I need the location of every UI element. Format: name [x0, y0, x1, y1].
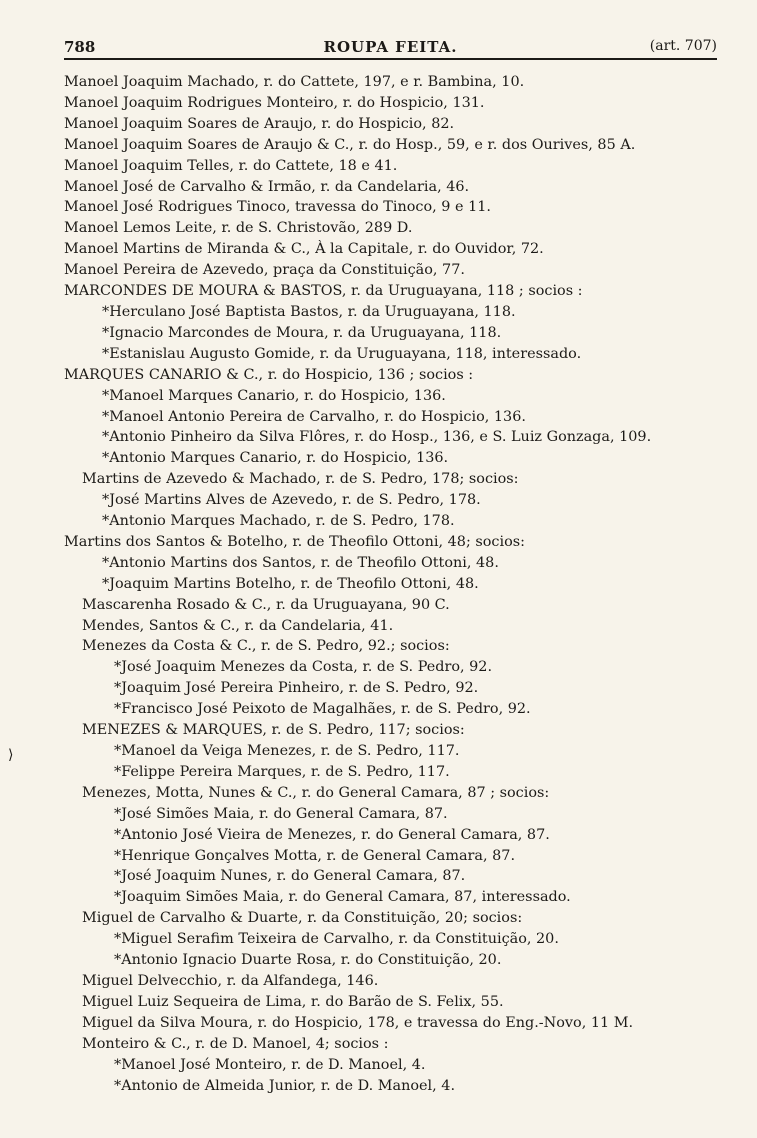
partner-entry: *Antonio Marques Canario, r. do Hospicio, 136.	[102, 450, 449, 467]
partner-entry: *Manoel da Veiga Menezes, r. de S. Pedro, 117.	[114, 743, 460, 759]
firm-entry: Manoel Joaquim Soares de Araujo & C., r. do Hosp., 59, e r. dos Ourives, 85 A.	[64, 136, 636, 153]
firm-entry: Mascarenha Rosado & C., r. da Uruguayana, 90 C.	[82, 596, 450, 613]
firm-entry: MENEZES & MARQUES, r. de S. Pedro, 117; socios:	[82, 722, 465, 739]
partner-entry: *Estanislau Augusto Gomide, r. da Uruguayana, 118, interessado.	[102, 345, 582, 362]
firm-entry: Menezes da Costa & C., r. de S. Pedro, 92.; socios:	[82, 638, 450, 655]
partner-entry: *Manoel José Monteiro, r. de D. Manoel, 4.	[114, 1056, 426, 1073]
firm-entry: Miguel Luiz Sequeira de Lima, r. do Barão de S. Felix, 55.	[82, 993, 504, 1010]
firm-entry: Mendes, Santos & C., r. da Candelaria, 41.	[82, 617, 394, 634]
firm-entry: MARQUES CANARIO & C., r. do Hospicio, 136 ; socios :	[64, 366, 474, 383]
firm-entry: Manoel Joaquim Machado, r. do Cattete, 197, e r. Bambina, 10.	[64, 74, 525, 90]
firm-entry: MARCONDES DE MOURA & BASTOS, r. da Uruguayana, 118 ; socios :	[64, 283, 583, 300]
partner-entry: *Ignacio Marcondes de Moura, r. da Uruguayana, 118.	[102, 324, 502, 341]
partner-entry: *José Martins Alves de Azevedo, r. de S. Pedro, 178.	[102, 492, 481, 509]
firm-entry: Manoel Pereira de Azevedo, praça da Constituição, 77.	[64, 262, 465, 279]
firm-entry: Manoel Joaquim Rodrigues Monteiro, r. do Hospicio, 131.	[64, 94, 485, 111]
article-reference: (art. 707)	[649, 38, 717, 54]
partner-entry: *José Joaquim Menezes da Costa, r. de S. Pedro, 92.	[114, 659, 493, 676]
partner-entry: *Antonio José Vieira de Menezes, r. do General Camara, 87.	[114, 826, 550, 843]
firm-entry: Miguel da Silva Moura, r. do Hospicio, 178, e travessa do Eng.-Novo, 11 M.	[82, 1014, 634, 1031]
firm-entry: Manoel Lemos Leite, r. de S. Christovão, 289 D.	[64, 220, 413, 237]
firm-entry: Manoel José Rodrigues Tinoco, travessa do Tinoco, 9 e 11.	[64, 199, 491, 216]
partner-entry: *Manoel Antonio Pereira de Carvalho, r. do Hospicio, 136.	[102, 408, 526, 425]
partner-entry: *Antonio de Almeida Junior, r. de D. Manoel, 4.	[114, 1077, 456, 1094]
firm-entry: Miguel Delvecchio, r. da Alfandega, 146.	[82, 972, 379, 989]
firm-entry: Martins dos Santos & Botelho, r. de Theofilo Ottoni, 48; socios:	[64, 533, 525, 550]
firm-entry: Monteiro & C., r. de D. Manoel, 4; socios :	[82, 1035, 389, 1052]
partner-entry: *José Simões Maia, r. do General Camara, 87.	[114, 805, 448, 822]
firm-entry: Martins de Azevedo & Machado, r. de S. Pedro, 178; socios:	[82, 471, 519, 488]
partner-entry: *Joaquim Simões Maia, r. do General Camara, 87, interessado.	[114, 889, 571, 906]
partner-entry: *Antonio Martins dos Santos, r. de Theofilo Ottoni, 48.	[102, 554, 499, 571]
partner-entry: *Antonio Pinheiro da Silva Flôres, r. do Hosp., 136, e S. Luiz Gonzaga, 109.	[102, 429, 652, 446]
partner-entry: *Henrique Gonçalves Motta, r. de General Camara, 87.	[114, 847, 516, 864]
running-title: ROUPA FEITA.	[323, 38, 458, 56]
partner-entry: *Antonio Ignacio Duarte Rosa, r. do Constituição, 20.	[114, 952, 502, 969]
partner-entry: *Herculano José Baptista Bastos, r. da Uruguayana, 118.	[102, 303, 516, 320]
partner-entry: *Felippe Pereira Marques, r. de S. Pedro, 117.	[114, 763, 450, 780]
margin-mark: ⟩	[8, 747, 14, 763]
page-header	[64, 36, 717, 60]
partner-entry: *Francisco José Peixoto de Magalhães, r. de S. Pedro, 92.	[114, 701, 531, 718]
partner-entry: *Joaquim Martins Botelho, r. de Theofilo Ottoni, 48.	[102, 575, 479, 592]
firm-entry: Manoel José de Carvalho & Irmão, r. da Candelaria, 46.	[64, 178, 470, 195]
partner-entry: *Miguel Serafim Teixeira de Carvalho, r. da Constituição, 20.	[114, 931, 559, 948]
partner-entry: *Antonio Marques Machado, r. de S. Pedro, 178.	[102, 513, 455, 530]
firm-entry: Manoel Joaquim Soares de Araujo, r. do Hospicio, 82.	[64, 115, 455, 132]
page-number: 788	[64, 38, 96, 56]
partner-entry: *José Joaquim Nunes, r. do General Camara, 87.	[114, 868, 466, 885]
partner-entry: *Manoel Marques Canario, r. do Hospicio, 136.	[102, 387, 446, 404]
firm-entry: Miguel de Carvalho & Duarte, r. da Constituição, 20; socios:	[82, 910, 523, 927]
entry-list	[64, 72, 717, 1096]
partner-entry: *Joaquim José Pereira Pinheiro, r. de S. Pedro, 92.	[114, 680, 479, 697]
firm-entry: Manoel Joaquim Telles, r. do Cattete, 18 e 41.	[64, 157, 398, 174]
firm-entry: Manoel Martins de Miranda & C., À la Capitale, r. do Ouvidor, 72.	[64, 241, 544, 258]
firm-entry: Menezes, Motta, Nunes & C., r. do General Camara, 87 ; socios:	[82, 784, 550, 801]
